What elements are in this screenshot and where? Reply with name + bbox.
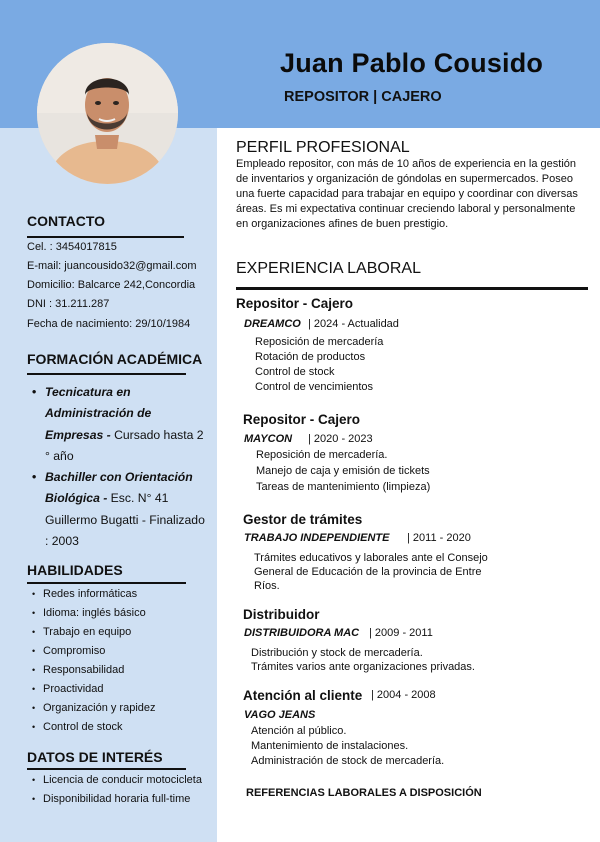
candidate-role: REPOSITOR | CAJERO: [284, 89, 442, 105]
person-photo-icon: [37, 43, 178, 184]
experience-divider: [236, 287, 588, 290]
profile-photo: [37, 43, 178, 184]
interests-divider: [27, 768, 186, 770]
job-task: Trámites varios ante organizaciones privadas.: [251, 661, 475, 673]
job-task: Rotación de productos: [255, 351, 366, 363]
skills-divider: [27, 582, 186, 584]
job-date: | 2004 - 2008: [371, 689, 436, 701]
job-task: Ríos.: [254, 580, 280, 592]
job-task: Reposición de mercadería.: [256, 449, 388, 461]
job-task: Atención al público.: [251, 725, 347, 737]
interests-heading: DATOS DE INTERÉS: [27, 749, 163, 765]
job-title: Gestor de trámites: [243, 512, 363, 527]
job-company: DREAMCO: [244, 318, 301, 330]
contact-address: Domicilio: Balcarce 242,Concordia: [27, 279, 196, 291]
skill-item: • Responsabilidad: [30, 661, 156, 680]
education-title: Tecnicatura en Administración de Empresas -: [45, 385, 152, 442]
job-date: | 2020 - 2023: [308, 433, 373, 445]
education-item: [30, 382, 205, 467]
skill-item: • Control de stock: [30, 718, 156, 737]
skill-item: • Organización y rapidez: [30, 699, 156, 718]
job-title: Atención al cliente: [243, 688, 363, 703]
skills-heading: HABILIDADES: [27, 562, 123, 578]
education-divider: [27, 373, 186, 375]
education-item: [30, 467, 205, 552]
skill-item: • Proactividad: [30, 680, 156, 699]
profile-heading: PERFIL PROFESIONAL: [236, 139, 410, 156]
contact-birthdate: Fecha de nacimiento: 29/10/1984: [27, 318, 191, 330]
job-date: | 2024 - Actualidad: [308, 318, 399, 330]
skills-list: [30, 585, 156, 737]
job-task: Control de vencimientos: [255, 381, 374, 393]
job-task: Control de stock: [255, 366, 335, 378]
job-task: Distribución y stock de mercadería.: [251, 647, 423, 659]
skill-item: • Redes informáticas: [30, 585, 156, 604]
job-company: VAGO JEANS: [244, 709, 316, 721]
contact-heading: CONTACTO: [27, 213, 106, 229]
job-company: DISTRIBUIDORA MAC: [244, 627, 360, 639]
profile-text: Empleado repositor, con más de 10 años de experiencia en la gestión de inventarios y organización de góndolas en supermercados. Poseo una fuerte capacidad para trabajar en equipo y coordinar con diversas áreas. Es mi expectativa continuar creciendo laboral y personalmente en organizaciones afines de buen prestigio.: [236, 158, 578, 230]
job-date: | 2009 - 2011: [369, 627, 433, 639]
job-company: MAYCON: [244, 433, 293, 445]
job-task: General de Educación de la provincia de Entre: [254, 566, 482, 578]
experience-heading: EXPERIENCIA LABORAL: [236, 260, 421, 277]
education-heading: FORMACIÓN ACADÉMICA: [27, 351, 203, 367]
education-list: [30, 382, 205, 552]
job-task: Tareas de mantenimiento (limpieza): [256, 481, 431, 493]
job-title: Distribuidor: [243, 607, 320, 622]
interests-list: [30, 771, 202, 809]
job-company: TRABAJO INDEPENDIENTE: [244, 532, 390, 544]
job-task: Administración de stock de mercadería.: [251, 755, 445, 767]
skill-item: • Compromiso: [30, 642, 156, 661]
education-detail: Cursado hasta 2 ° año: [45, 427, 204, 463]
job-title: Repositor - Cajero: [243, 412, 361, 427]
references-note: REFERENCIAS LABORALES A DISPOSICIÓN: [246, 787, 482, 799]
job-task: Manejo de caja y emisión de tickets: [256, 465, 430, 477]
education-title: Bachiller con Orientación Biológica -: [45, 470, 193, 506]
skill-item: • Trabajo en equipo: [30, 623, 156, 642]
interest-item: • Disponibilidad horaria full-time: [30, 790, 202, 809]
job-title: Repositor - Cajero: [236, 296, 354, 311]
job-date: | 2011 - 2020: [407, 532, 471, 544]
job-task: Trámites educativos y laborales ante el Consejo: [254, 552, 488, 564]
job-task: Mantenimiento de instalaciones.: [251, 740, 409, 752]
contact-divider: [27, 236, 184, 238]
skill-item: • Idioma: inglés básico: [30, 604, 156, 623]
contact-dni: DNI : 31.211.287: [27, 298, 110, 310]
contact-phone: Cel. : 3454017815: [27, 241, 117, 253]
contact-email: E-mail: juancousido32@gmail.com: [27, 260, 197, 272]
candidate-name: Juan Pablo Cousido: [280, 48, 544, 78]
education-detail: Esc. N° 41 Guillermo Bugatti - Finalizado : 2003: [45, 491, 205, 549]
job-task: Reposición de mercadería: [255, 336, 384, 348]
interest-item: • Licencia de conducir motocicleta: [30, 771, 202, 790]
